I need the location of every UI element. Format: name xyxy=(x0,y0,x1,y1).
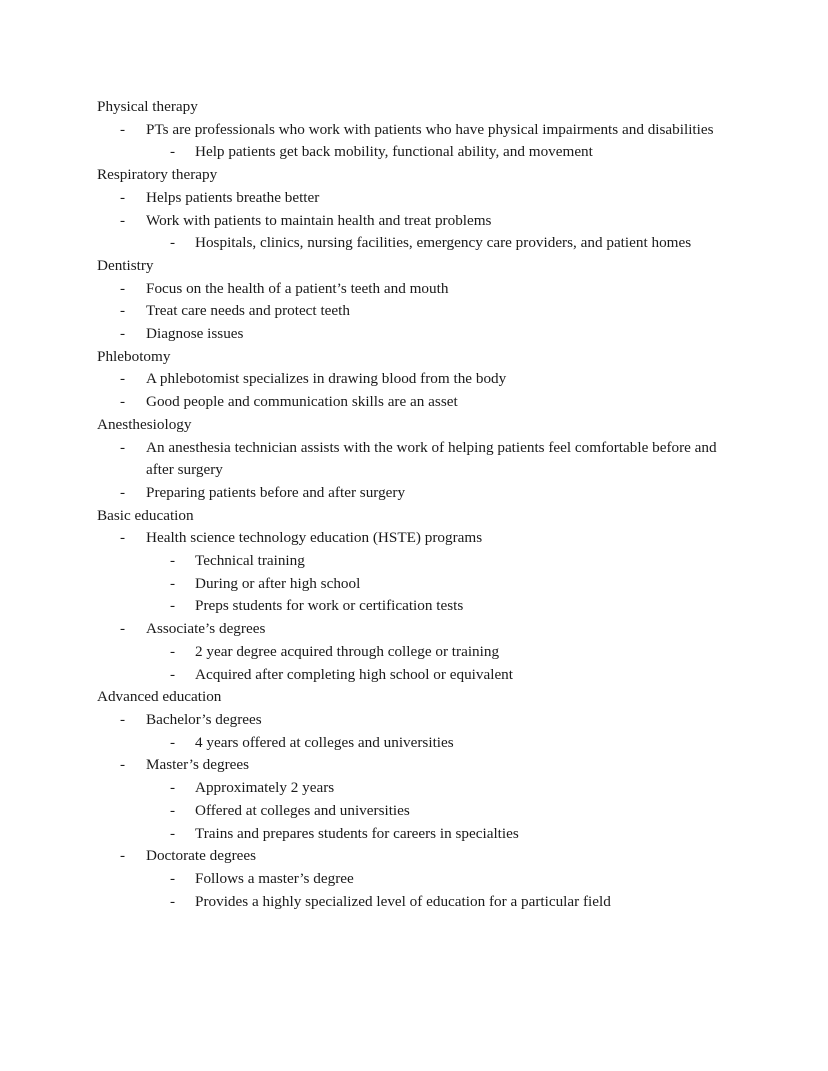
list-item-text: PTs are professionals who work with patients who have physical impairments and disabilities xyxy=(146,120,714,138)
list-item xyxy=(97,323,737,346)
sub-list-item-text: Acquired after completing high school or equivalent xyxy=(195,665,513,683)
dash-bullet: - xyxy=(170,234,176,252)
section-heading: Physical therapy xyxy=(97,98,198,115)
dash-bullet: - xyxy=(120,620,126,638)
sub-list-item-text: Provides a highly specialized level of education for a particular field xyxy=(195,892,611,910)
sub-list-item xyxy=(97,573,737,596)
dash-bullet: - xyxy=(120,393,126,411)
sub-list-item xyxy=(97,868,737,891)
sub-list-item xyxy=(97,777,737,800)
sub-list xyxy=(146,641,737,686)
section-heading: Phlebotomy xyxy=(97,347,171,365)
dash-bullet: - xyxy=(170,892,176,910)
sub-list xyxy=(146,141,737,164)
list-item-text: Bachelor’s degrees xyxy=(146,710,262,728)
dash-bullet: - xyxy=(170,143,176,161)
list-item xyxy=(97,187,737,210)
dash-bullet: - xyxy=(120,188,126,206)
section-list xyxy=(97,278,737,346)
dash-bullet: - xyxy=(120,120,126,138)
section-list xyxy=(97,709,737,913)
sub-list-item-text: Follows a master’s degree xyxy=(195,869,354,887)
sub-list-item-text: During or after high school xyxy=(195,574,361,592)
list-item-text: Doctorate degrees xyxy=(146,847,257,865)
list-item-text: Preparing patients before and after surgery xyxy=(146,483,406,501)
sub-list-item xyxy=(97,800,737,823)
sub-list-item xyxy=(97,550,737,573)
section-heading: Dentistry xyxy=(97,256,154,274)
list-item xyxy=(97,482,737,505)
section-list xyxy=(97,119,737,164)
sub-list-item-text: Preps students for work or certification tests xyxy=(195,597,464,615)
sub-list xyxy=(146,550,737,618)
dash-bullet: - xyxy=(170,597,176,615)
list-item-text: Work with patients to maintain health and treat problems xyxy=(146,211,492,229)
sub-list-item-text: Trains and prepares students for careers in specialties xyxy=(195,824,519,842)
sub-list-item xyxy=(97,641,737,664)
list-item-text: Treat care needs and protect teeth xyxy=(146,302,350,320)
list-item xyxy=(97,119,737,164)
sub-list-item-text: Help patients get back mobility, functional ability, and movement xyxy=(195,143,593,161)
sub-list-item-text: Hospitals, clinics, nursing facilities, emergency care providers, and patient homes xyxy=(195,234,692,252)
sub-list-item xyxy=(97,664,737,687)
sub-list xyxy=(146,732,737,755)
dash-bullet: - xyxy=(170,779,176,797)
sub-list-item xyxy=(97,732,737,755)
dash-bullet: - xyxy=(170,642,176,660)
section-list xyxy=(97,368,737,413)
sub-list-item xyxy=(97,595,737,618)
section-heading: Respiratory therapy xyxy=(97,166,218,184)
list-item-text: Health science technology education (HSTE) programs xyxy=(146,529,483,547)
sub-list-item-text: Approximately 2 years xyxy=(195,779,335,797)
section-list xyxy=(97,187,737,255)
dash-bullet: - xyxy=(170,824,176,842)
sub-list xyxy=(146,777,737,845)
dash-bullet: - xyxy=(120,710,126,728)
list-item-text: A phlebotomist specializes in drawing blood from the body xyxy=(146,370,507,388)
list-item xyxy=(97,618,737,686)
section-heading: Basic education xyxy=(97,506,194,524)
list-item-text: Good people and communication skills are an asset xyxy=(146,393,458,411)
dash-bullet: - xyxy=(170,869,176,887)
list-item-text: Focus on the health of a patient’s teeth and mouth xyxy=(146,279,449,297)
list-item-text: Master’s degrees xyxy=(146,756,250,774)
list-item-text: An anesthesia technician assists with the work of helping patients feel comfortable before and after surgery xyxy=(146,438,717,479)
dash-bullet: - xyxy=(120,756,126,774)
list-item xyxy=(97,391,737,414)
dash-bullet: - xyxy=(120,302,126,320)
list-item xyxy=(97,527,737,618)
dash-bullet: - xyxy=(120,529,126,547)
dash-bullet: - xyxy=(170,801,176,819)
dash-bullet: - xyxy=(170,574,176,592)
section-heading: Advanced education xyxy=(97,688,222,706)
list-item xyxy=(97,754,737,845)
list-item xyxy=(97,300,737,323)
dash-bullet: - xyxy=(170,552,176,570)
sub-list-item xyxy=(97,232,737,255)
dash-bullet: - xyxy=(120,325,126,343)
list-item-text: Diagnose issues xyxy=(146,325,244,343)
sub-list xyxy=(146,232,737,255)
dash-bullet: - xyxy=(120,211,126,229)
dash-bullet: - xyxy=(120,438,126,456)
section-list xyxy=(97,437,737,505)
list-item-text: Associate’s degrees xyxy=(146,620,266,638)
sub-list-item xyxy=(97,141,737,164)
list-item xyxy=(97,709,737,754)
list-item-text: Helps patients breathe better xyxy=(146,188,320,206)
sub-list-item xyxy=(97,891,737,914)
dash-bullet: - xyxy=(170,665,176,683)
sub-list-item-text: 4 years offered at colleges and universities xyxy=(195,733,454,751)
list-item xyxy=(97,210,737,255)
dash-bullet: - xyxy=(120,370,126,388)
list-item xyxy=(97,845,737,913)
list-item xyxy=(97,368,737,391)
list-item xyxy=(97,278,737,301)
list-item xyxy=(97,437,737,482)
section-list xyxy=(97,527,737,686)
sub-list-item-text: Offered at colleges and universities xyxy=(195,801,410,819)
sub-list-item-text: 2 year degree acquired through college or training xyxy=(195,642,500,660)
sub-list xyxy=(146,868,737,913)
dash-bullet: - xyxy=(120,847,126,865)
document-body xyxy=(97,96,737,913)
dash-bullet: - xyxy=(170,733,176,751)
sub-list-item xyxy=(97,823,737,846)
section-heading: Anesthesiology xyxy=(97,415,192,433)
dash-bullet: - xyxy=(120,279,126,297)
sub-list-item-text: Technical training xyxy=(195,552,305,570)
dash-bullet: - xyxy=(120,483,126,501)
